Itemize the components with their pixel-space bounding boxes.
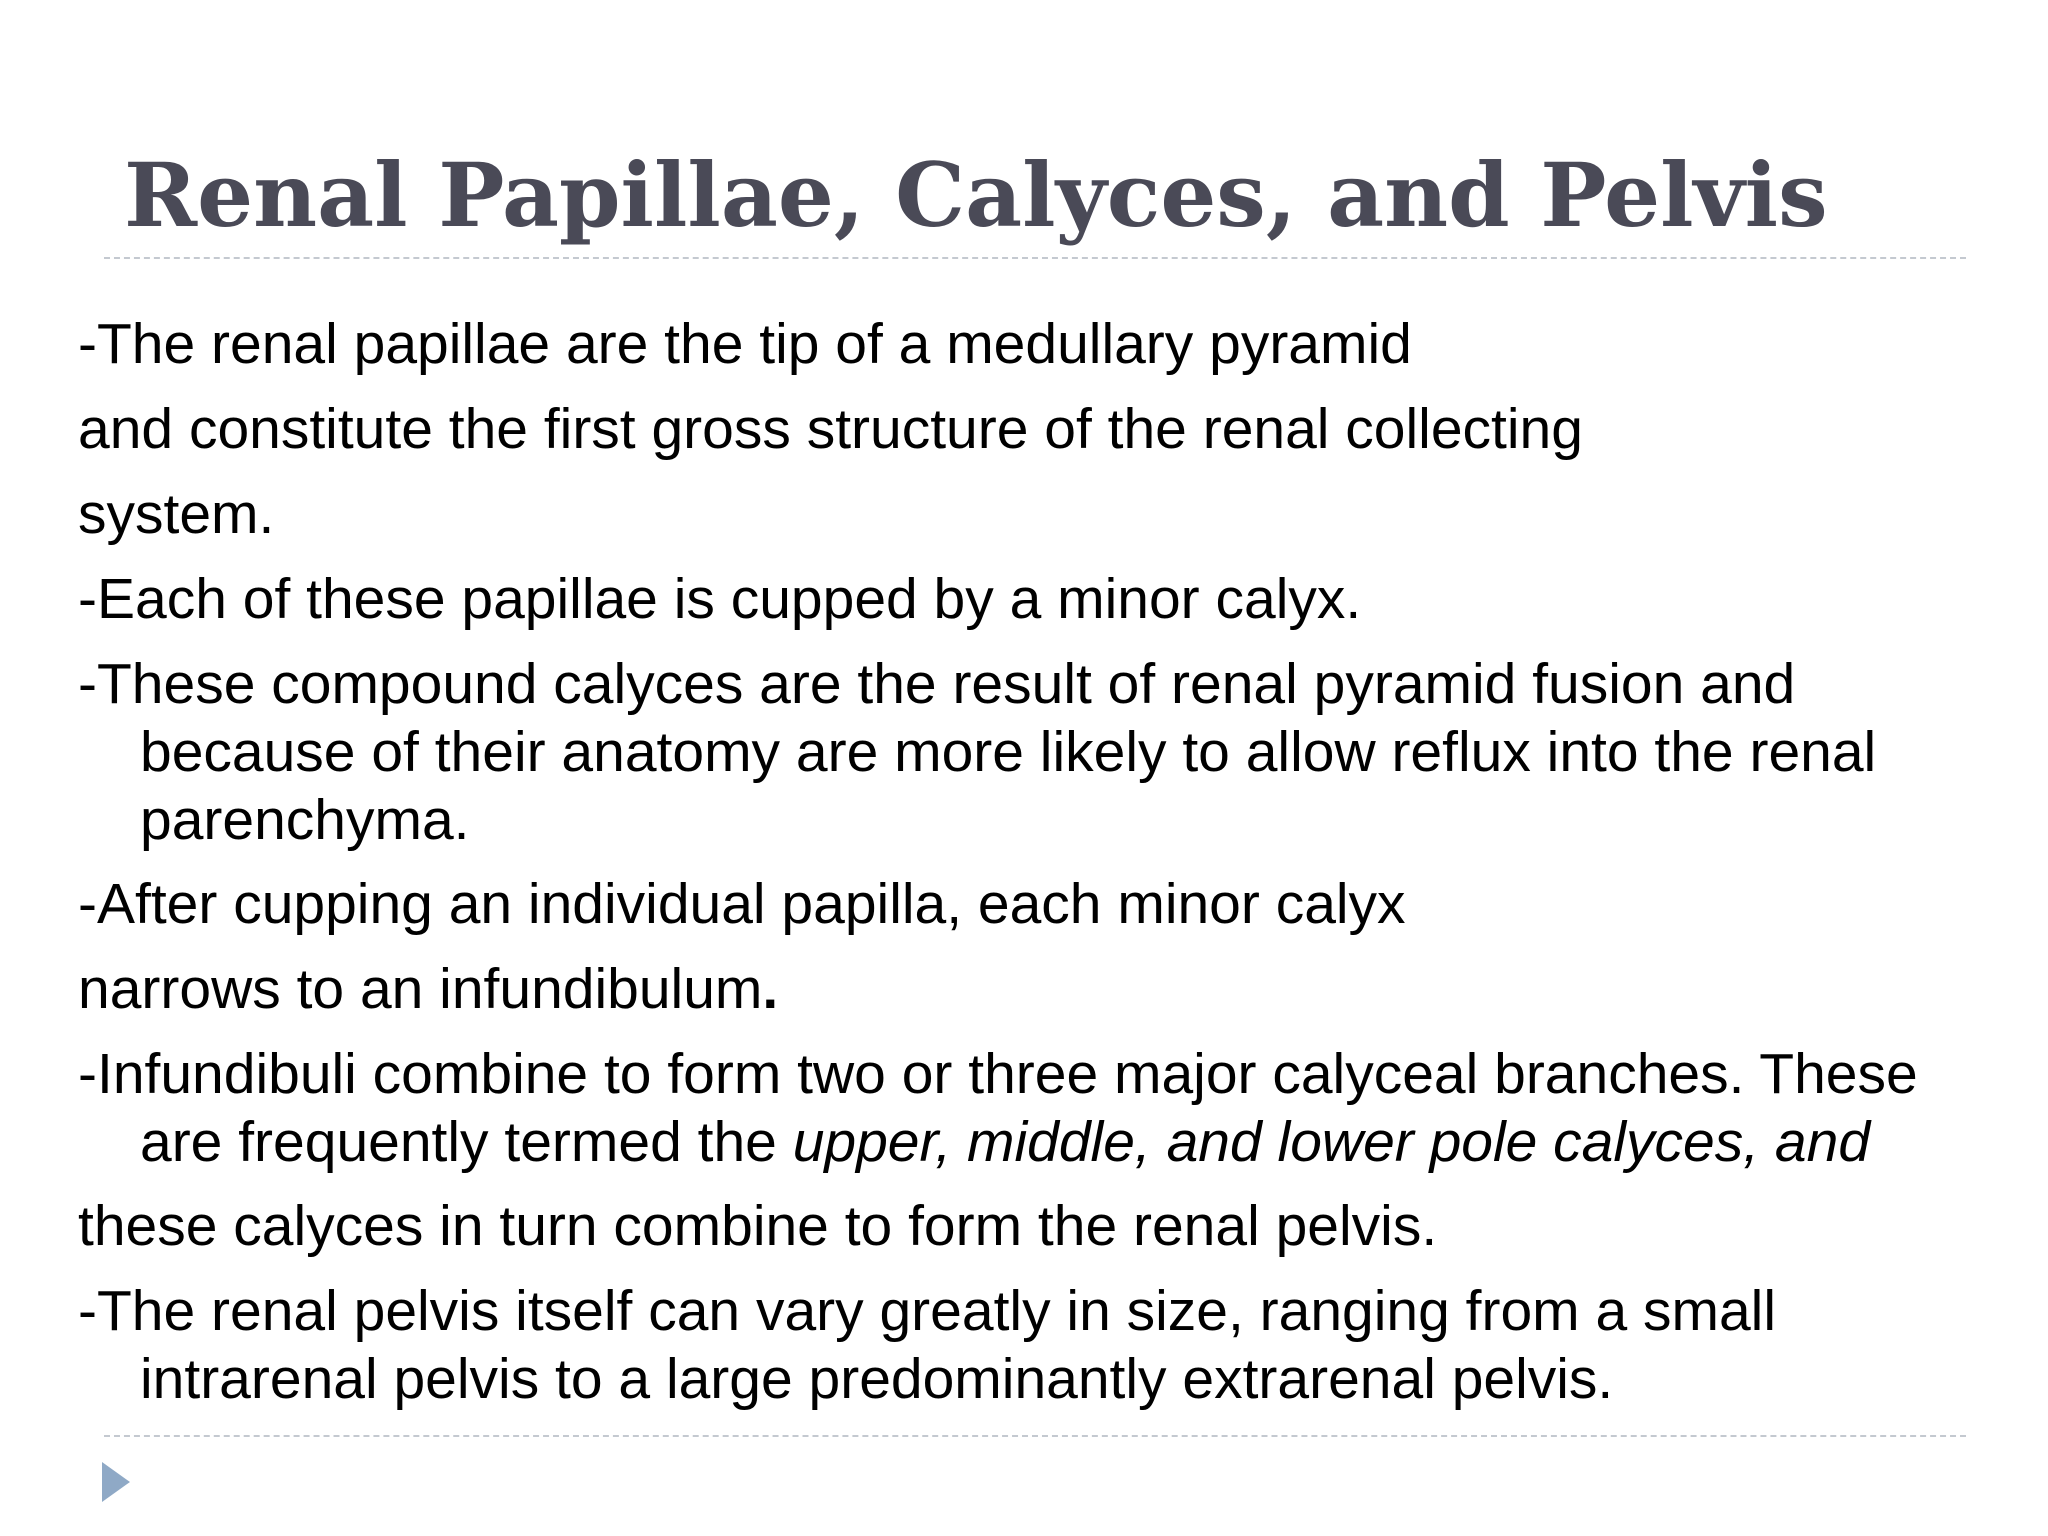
body-line-calyces-combine: these calyces in turn combine to form the renal pelvis.	[78, 1194, 1438, 1258]
slide-body	[78, 310, 1998, 1429]
body-line-4: -Each of these papillae is cupped by a minor calyx.	[78, 567, 1362, 631]
body-para-renal-pelvis: -The renal pelvis itself can vary greatly in size, ranging from a small intrarenal pelvis to a large predominantly extrarenal pelvis.	[78, 1279, 1777, 1411]
body-line-7-text: narrows to an infundibulum	[78, 957, 763, 1021]
body-para-infundibuli	[78, 1040, 1998, 1176]
footer-divider	[104, 1435, 1966, 1437]
body-para-infundibuli-italic: upper, middle, and lower pole calyces, and	[792, 1110, 1871, 1174]
body-line-7-period: .	[762, 957, 779, 1021]
body-line-3: system.	[78, 482, 275, 546]
body-para-infundibuli-text: -Infundibuli combine to form two or three major calyceal branches. These are frequently termed the	[78, 1042, 1918, 1174]
body-line-1: -The renal papillae are the tip of a medullary pyramid	[78, 312, 1412, 376]
title-divider	[104, 257, 1966, 259]
body-line-2: and constitute the first gross structure of the renal collecting	[78, 397, 1583, 461]
body-line-7	[78, 955, 1998, 1024]
body-line-6: -After cupping an individual papilla, each minor calyx	[78, 872, 1406, 936]
body-para-compound-calyces: -These compound calyces are the result of renal pyramid fusion and because of their anatomy are more likely to allow reflux into the renal parenchyma.	[78, 652, 1877, 852]
slide-title: Renal Papillae, Calyces, and Pelvis	[124, 143, 1828, 247]
triangle-right-icon	[102, 1462, 130, 1502]
